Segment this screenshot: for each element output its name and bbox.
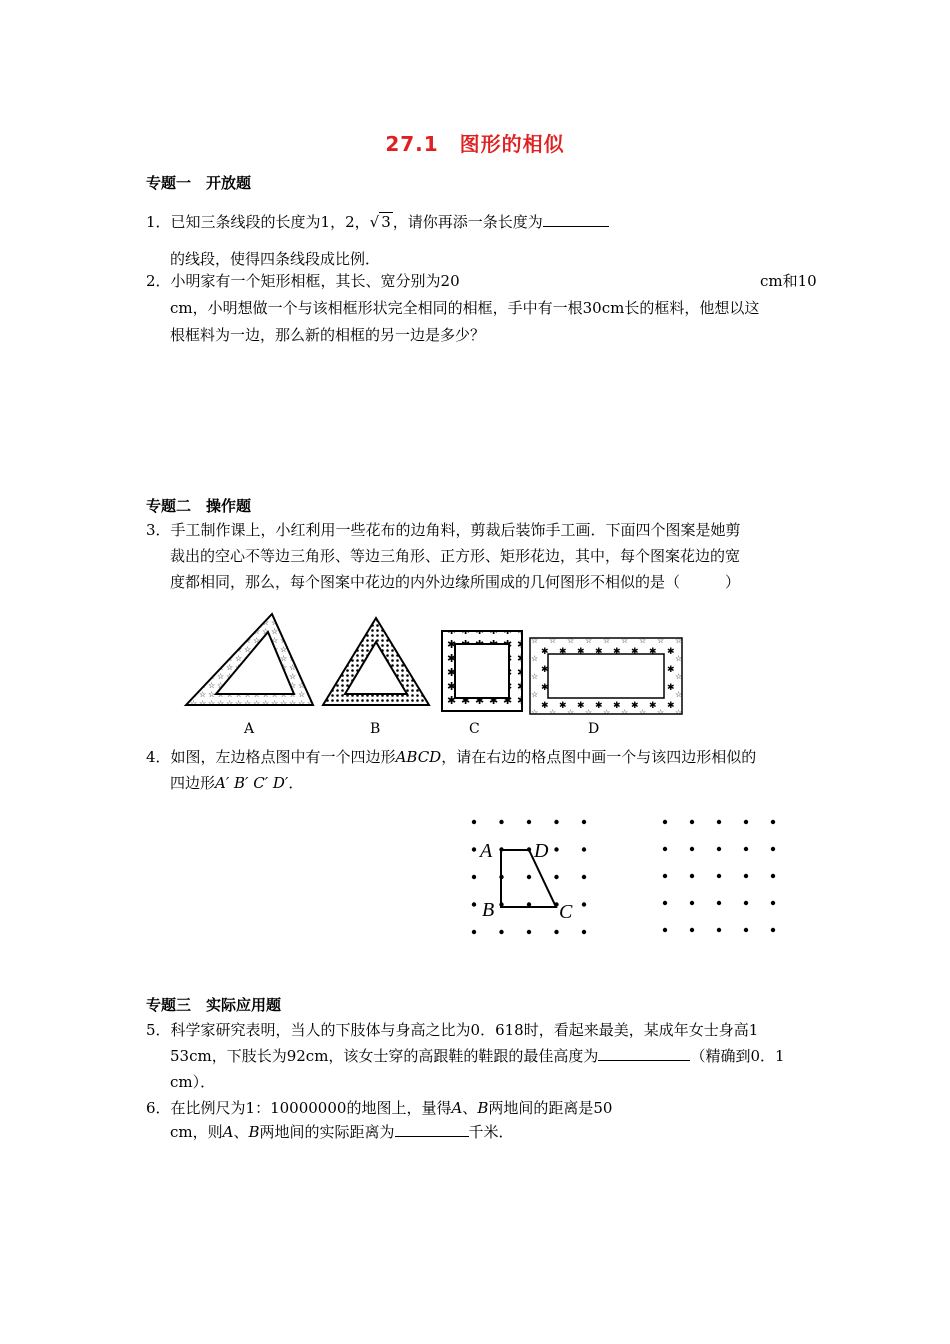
- grid-dot: [472, 847, 476, 851]
- grid-dot: [744, 847, 748, 851]
- quad-name: ABCD: [395, 748, 442, 766]
- question-text: 四边形: [170, 774, 216, 792]
- vertex-label-c: C: [559, 901, 573, 923]
- question-text: 手工制作课上，小红利用一些花布的边角料，剪裁后装饰手工画．下面四个图案是她剪: [170, 521, 741, 539]
- grid-dot: [472, 875, 476, 879]
- pattern-b-equilateral-triangle: [323, 618, 429, 705]
- grid-dot: [717, 901, 721, 905]
- question-5-line-3: cm）．: [170, 1073, 216, 1091]
- separator: 、: [233, 1123, 249, 1141]
- dot-grid-figure: [460, 810, 790, 950]
- grid-dot: [663, 928, 667, 932]
- question-2-line-3: 根框料为一边，那么新的相框的另一边是多少？: [170, 326, 486, 344]
- vertex-label-a: A: [480, 840, 493, 862]
- question-3-line-3: 度都相同，那么，每个图案中花边的内外边缘所围成的几何图形不相似的是（ ）: [170, 573, 741, 591]
- grid-dot: [527, 875, 531, 879]
- question-text: 在比例尺为1：10000000的地图上，量得: [170, 1099, 452, 1117]
- question-2-line-2: cm，小明想做一个与该相框形状完全相同的相框，手中有一根30cm长的框料，他想以这: [170, 299, 760, 317]
- section-heading-application: 专题三 实际应用题: [146, 996, 282, 1014]
- question-2-line-1: [146, 270, 460, 291]
- grid-dot: [527, 820, 531, 824]
- question-text: 科学家研究表明，当人的下肢体与身高之比为0．618时，看起来最美，某成年女士身高1: [170, 1021, 759, 1039]
- question-5-line-1: [146, 1019, 758, 1040]
- grid-dot: [744, 901, 748, 905]
- grid-dot: [663, 901, 667, 905]
- grid-dot: [744, 874, 748, 878]
- question-number: 6．: [146, 1099, 171, 1117]
- grid-dot: [744, 928, 748, 932]
- grid-dot: [690, 874, 694, 878]
- grid-dot: [663, 874, 667, 878]
- sqrt-radicand: 3: [381, 213, 391, 231]
- question-text: ，请在右边的格点图中画一个与该四边形相似的: [441, 748, 757, 766]
- question-number: 5．: [146, 1021, 171, 1039]
- caption-c: C: [469, 721, 480, 737]
- section-heading-operation: 专题二 操作题: [146, 497, 252, 515]
- question-text: 千米．: [468, 1123, 514, 1141]
- grid-dot: [554, 820, 558, 824]
- question-text: ，请你再添一条长度为: [392, 213, 543, 231]
- point-b: B: [248, 1123, 260, 1141]
- grid-dot: [582, 930, 586, 934]
- grid-dot: [554, 875, 558, 879]
- grid-dot: [663, 820, 667, 824]
- pattern-c-square: [442, 631, 522, 711]
- border-patterns-figure: [180, 608, 690, 720]
- question-text: cm，则: [170, 1123, 223, 1141]
- grid-dot: [554, 930, 558, 934]
- grid-dot: [717, 928, 721, 932]
- grid-dot: [771, 847, 775, 851]
- grid-dot: [554, 847, 558, 851]
- grid-dot: [771, 820, 775, 824]
- pattern-d-rectangle: [530, 638, 682, 714]
- question-number: 4．: [146, 748, 171, 766]
- question-3-line-2: 裁出的空心不等边三角形、等边三角形、正方形、矩形花边，其中，每个图案花边的宽: [170, 547, 741, 565]
- point-a: A: [451, 1099, 463, 1117]
- question-text: 两地间的距离是50: [488, 1099, 613, 1117]
- answer-blank[interactable]: [395, 1122, 469, 1137]
- grid-dot: [771, 874, 775, 878]
- grid-dot: [582, 902, 586, 906]
- question-6-line-1: [146, 1097, 612, 1118]
- question-text: ．: [288, 774, 304, 792]
- question-3-line-1: [146, 519, 741, 540]
- question-text: 如图，左边格点图中有一个四边形: [170, 748, 396, 766]
- question-6-line-2: [170, 1121, 514, 1142]
- answer-blank[interactable]: [598, 1046, 690, 1061]
- point-a: A: [222, 1123, 234, 1141]
- grid-dot: [771, 928, 775, 932]
- section-heading-open: 专题一 开放题: [146, 174, 252, 192]
- grid-dot: [690, 820, 694, 824]
- vertex-label-b: B: [482, 899, 495, 921]
- grid-dot: [499, 820, 503, 824]
- question-text: 小明家有一个矩形相框，其长、宽分别为20: [170, 272, 460, 290]
- question-5-line-2: [170, 1045, 785, 1066]
- question-1-line-2: 的线段，使得四条线段成比例．: [170, 250, 381, 268]
- question-4-line-1: [146, 746, 756, 767]
- grid-dot: [472, 820, 476, 824]
- grid-dot: [771, 901, 775, 905]
- grid-dot: [717, 874, 721, 878]
- question-1-line-1: [146, 211, 609, 232]
- target-quad-name: A′ B′ C′ D′: [215, 774, 289, 792]
- pattern-a-scalene-triangle: [186, 614, 313, 705]
- point-b: B: [477, 1099, 489, 1117]
- page-title: 27.1 图形的相似: [385, 132, 565, 156]
- grid-dot: [663, 847, 667, 851]
- separator: 、: [462, 1099, 478, 1117]
- grid-dot: [527, 930, 531, 934]
- sqrt-symbol: √: [369, 213, 380, 231]
- grid-dot: [472, 930, 476, 934]
- right-dot-grid: [663, 820, 775, 932]
- grid-dot: [690, 847, 694, 851]
- grid-dot: [582, 820, 586, 824]
- grid-dot: [690, 928, 694, 932]
- grid-dot: [690, 901, 694, 905]
- question-text: 53cm，下肢长为92cm，该女士穿的高跟鞋的鞋跟的最佳高度为: [170, 1047, 599, 1065]
- caption-d: D: [588, 721, 600, 737]
- caption-b: B: [370, 721, 381, 737]
- question-2-line-1-end: cm和10: [760, 272, 817, 290]
- caption-a: A: [244, 721, 255, 737]
- question-text: 已知三条线段的长度为1，2，: [170, 213, 370, 231]
- vertex-label-d: D: [534, 840, 549, 862]
- question-text: 两地间的实际距离为: [259, 1123, 395, 1141]
- grid-dot: [582, 847, 586, 851]
- question-number: 1．: [146, 213, 171, 231]
- grid-dot: [582, 875, 586, 879]
- answer-blank[interactable]: [543, 212, 609, 227]
- question-number: 2．: [146, 272, 171, 290]
- grid-dot: [717, 847, 721, 851]
- question-text: （精确到0．1: [690, 1047, 785, 1065]
- grid-dot: [472, 902, 476, 906]
- grid-dot: [744, 820, 748, 824]
- question-number: 3．: [146, 521, 171, 539]
- grid-dot: [499, 930, 503, 934]
- grid-dot: [717, 820, 721, 824]
- question-4-line-2: [170, 772, 303, 793]
